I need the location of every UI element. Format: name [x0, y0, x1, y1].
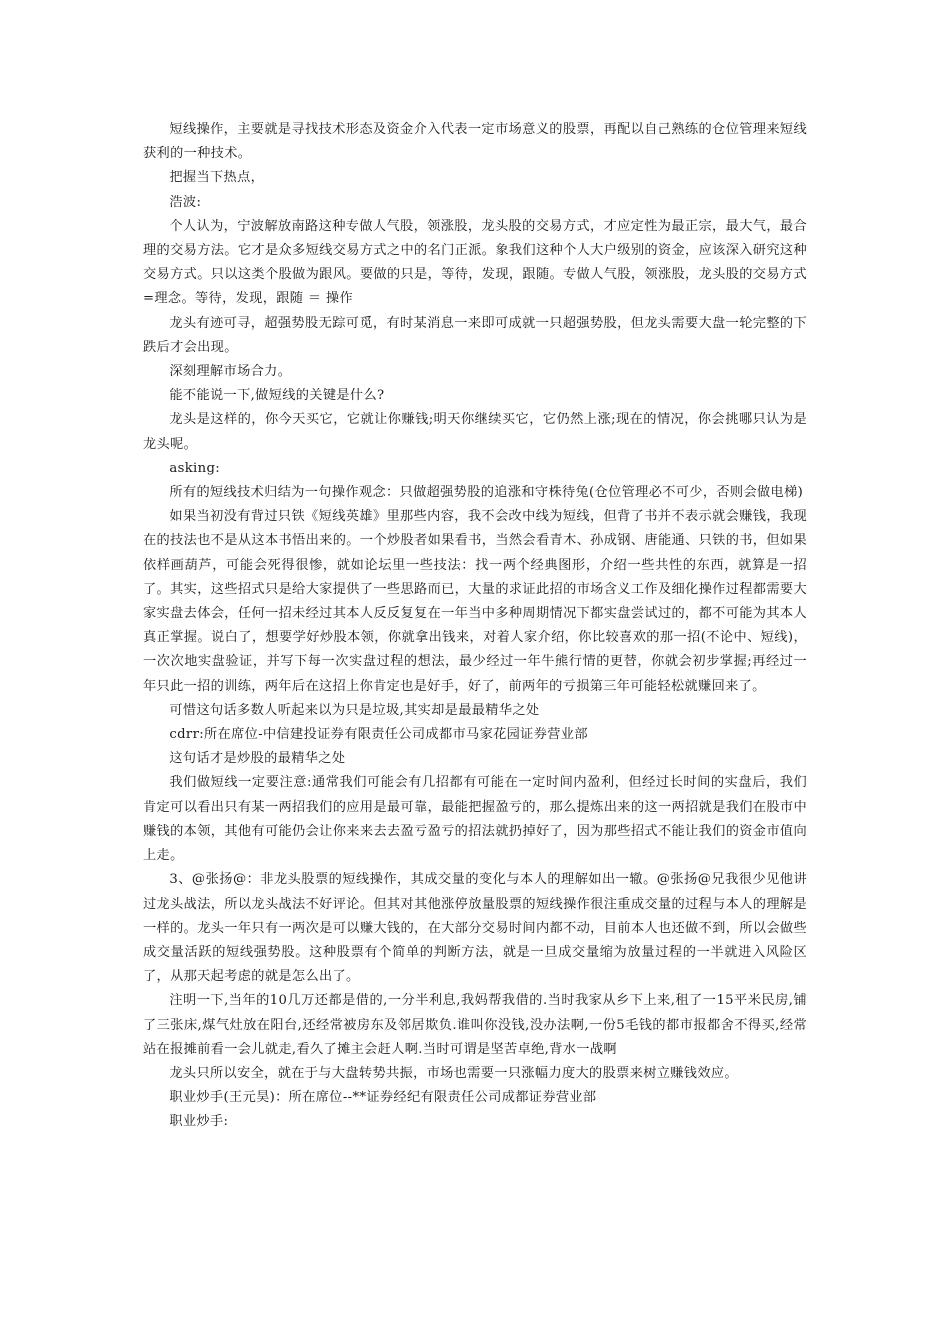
paragraph-author-haobo: 浩波:	[169, 194, 202, 210]
paragraph-author-cdrr: cdrr:所在席位-中信建投证券有限责任公司成都市马家花园证券营业部	[169, 727, 588, 743]
paragraph-essence-note: 可惜这句话多数人听起来以为只是垃圾,其实却是最最精华之处	[169, 702, 540, 718]
paragraph-essence-of-trading: 这句话才是炒股的最精华之处	[169, 751, 346, 767]
paragraph-grasp-hotspot: 把握当下热点，	[169, 170, 265, 186]
paragraph-attention-note: 我们做短线一定要注意:通常我们可能会有几招都有可能在一定时间内盈利，但经过长时间的实盘后，我们肯定可以看出只有某一两招我们的应用是最可靠，最能把握盈亏的，那么提炼出来的这一两招就是我们在股市中赚钱的本领，其他有可能仍会让你来来去去盈亏盈亏的招法就扔掉好了，因为那些招式不能让我们的资金市值向上走。	[143, 775, 807, 864]
paragraph-personal-story: 注明一下,当年的10几万还都是借的,一分半利息,我妈帮我借的.当时我家从乡下上来,租了一15平米民房,铺了三张床,煤气灶放在阳台,还经常被房东及邻居欺负.谁叫你没钱,没办法啊,一份5毛钱的都市报都舍不得买,经常站在报摊前看一会儿就走,看久了摊主会赶人啊.当时可谓是坚苦卓绝,背水一战啊	[143, 993, 807, 1057]
paragraph-leader-explained: 龙头是这样的，你今天买它，它就让你赚钱;明天你继续买它，它仍然上涨;现在的情况，你会挑哪只认为是龙头呢。	[143, 412, 807, 452]
paragraph-zhangyang-volume: 3、@张扬@：非龙头股票的短线操作，其成交量的变化与本人的理解如出一辙。@张扬@兄我很少见他讲过龙头战法，所以龙头战法不好评论。但其对其他涨停放量股票的短线操作很注重成交量的过程与本人的理解是一样的。龙头一年只有一两次是可以赚大钱的，在大部分交易时间内都不动，目前本人也还做不到，所以会做些成交量活跃的短线强势股。这种股票有个简单的判断方法，就是一旦成交量缩为放量过程的一半就进入风险区了，从那天起考虑的就是怎么出了。	[143, 872, 807, 985]
paragraph-author-professional: 职业炒手(王元昊)：所在席位--**证券经纪有限责任公司成都证券营业部	[169, 1090, 597, 1106]
document-body	[143, 118, 807, 1135]
paragraph-leader-safety: 龙头只所以安全，就在于与大盘转势共振，市场也需要一只涨幅力度大的股票来树立赚钱效应。	[169, 1065, 738, 1081]
paragraph-core-concept: 所有的短线技术归结为一句操作观念：只做超强势股的追涨和守株待兔(仓位管理必不可少，否则会做电梯)	[169, 485, 804, 501]
paragraph-leader-stock-method: 个人认为，宁波解放南路这种专做人气股，领涨股，龙头股的交易方式，才应定性为最正宗，最大气，最合理的交易方法。它才是众多短线交易方式之中的名门正派。象我们这种个人大户级别的资金，应该深入研究这种交易方式。只以这类个股做为跟风。要做的只是，等待，发现，跟随。专做人气股，领涨股，龙头股的交易方式=理念。等待，发现，跟随 ＝ 操作	[143, 218, 807, 307]
paragraph-learning-method: 如果当初没有背过只铁《短线英雄》里那些内容，我不会改中线为短线，但背了书并不表示就会赚钱，我现在的技法也不是从这本书悟出来的。一个炒股者如果看书，当然会看青木、孙成钢、唐能通、只铁的书，但如果依样画葫芦，可能会死得很惨，就如论坛里一些技法：找一两个经典图形，介绍一些共性的东西，就算是一招了。其实，这些招式只是给大家提供了一些思路而已，大量的求证此招的市场含义工作及细化操作过程都需要大家实盘去体会，任何一招未经过其本人反反复复在一年当中多种周期情况下都实盘尝试过的，都不可能为其本人真正掌握。说白了，想要学好炒股本领，你就拿出钱来，对着人家介绍，你比较喜欢的那一招(不论中、短线)，一次次地实盘验证，并写下每一次实盘过程的想法，最少经过一年牛熊行情的更替，你就会初步掌握;再经过一年只此一招的训练，两年后在这招上你肯定也是好手，好了，前两年的亏损第三年可能轻松就赚回来了。	[143, 509, 807, 694]
paragraph-author-asking: asking:	[169, 460, 221, 476]
paragraph-question-key: 能不能说一下,做短线的关键是什么?	[169, 388, 385, 404]
paragraph-leader-traceable: 龙头有迹可寻，超强势股无踪可觅，有时某消息一来即可成就一只超强势股，但龙头需要大盘一轮完整的下跌后才会出现。	[143, 315, 807, 355]
paragraph-short-term-definition: 短线操作，主要就是寻找技术形态及资金介入代表一定市场意义的股票，再配以自己熟练的仓位管理来短线获利的一种技术。	[143, 122, 807, 162]
paragraph-professional-label: 职业炒手:	[169, 1114, 229, 1130]
paragraph-market-force: 深刻理解市场合力。	[169, 364, 292, 380]
